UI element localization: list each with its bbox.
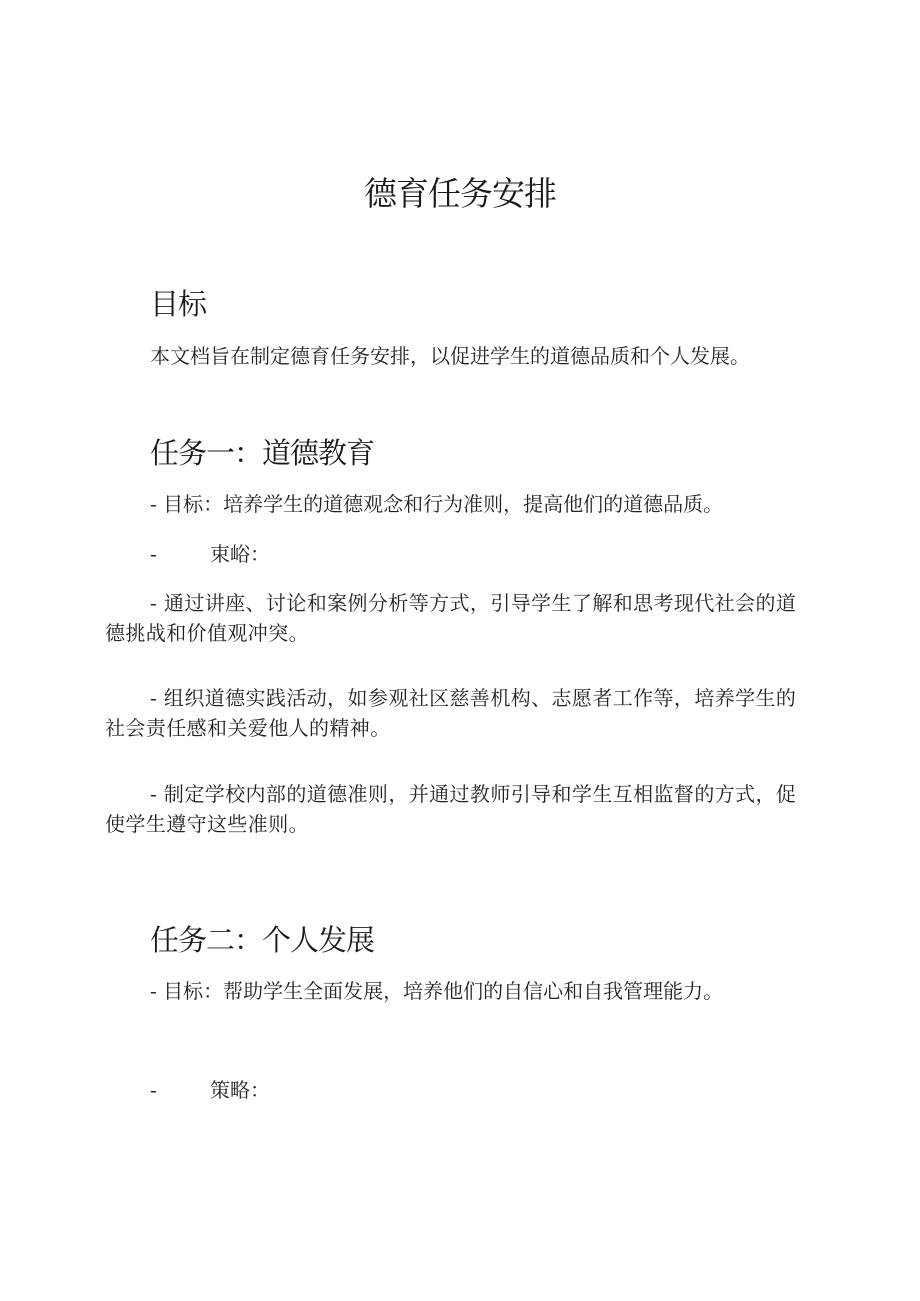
task-one-item-1: - 通过讲座、讨论和案例分析等方式，引导学生了解和思考现代社会的道德挑战和价值观冲突。 xyxy=(105,591,797,645)
goal-paragraph: 本文档旨在制定德育任务安排，以促进学生的道德品质和个人发展。 xyxy=(150,344,750,368)
task-two-strategy-dash: - xyxy=(150,1078,157,1102)
section-heading-task-two: 任务二：个人发展 xyxy=(150,923,375,957)
document-title: 德育任务安排 xyxy=(364,174,556,213)
task-one-strategy-dash: - xyxy=(150,542,157,566)
task-one-strategy-label: 束峪： xyxy=(210,542,270,566)
task-two-strategy-label: 策略： xyxy=(210,1078,270,1102)
task-two-strategy-line xyxy=(150,1075,805,1105)
section-heading-task-one: 任务一：道德教育 xyxy=(150,436,375,470)
task-two-goal: - 目标：帮助学生全面发展，培养他们的自信心和自我管理能力。 xyxy=(150,979,724,1003)
task-one-item-3: - 制定学校内部的道德准则，并通过教师引导和学生互相监督的方式，促使学生遵守这些准则。 xyxy=(105,782,797,836)
task-one-item-2: - 组织道德实践活动，如参观社区慈善机构、志愿者工作等，培养学生的社会责任感和关爱他人的精神。 xyxy=(105,686,797,740)
task-one-goal: - 目标：培养学生的道德观念和行为准则，提高他们的道德品质。 xyxy=(150,492,724,516)
task-one-strategy-line xyxy=(150,539,805,569)
section-heading-goal: 目标 xyxy=(150,287,207,321)
